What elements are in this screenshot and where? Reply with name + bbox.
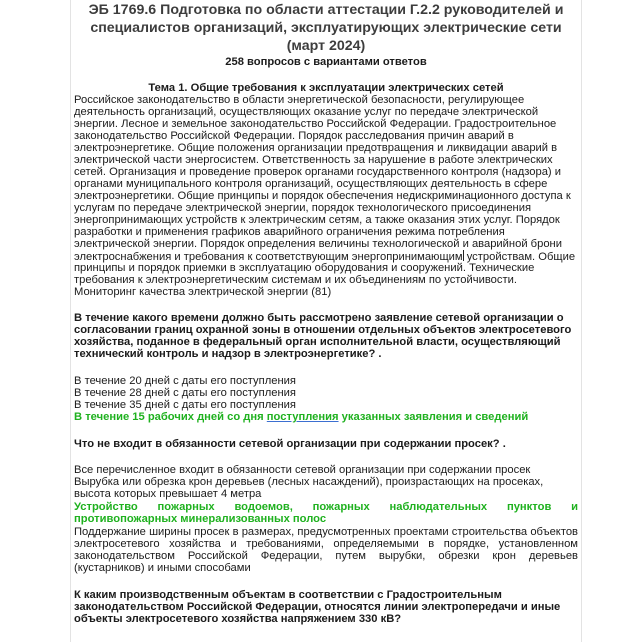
question-1-text: технический контроль и надзор в электроэнергетике? .	[74, 348, 382, 360]
answer-option: Поддержание ширины просек в размерах, предусмотренных проектами строительства объектов	[74, 526, 578, 538]
topic-text-line: электрической энергии. Порядок определения величины технологической и аварийной брони	[74, 238, 562, 250]
topic-heading: Тема 1. Общие требования к эксплуатации электрических сетей	[148, 82, 504, 94]
topic-text-line: энергопринимающих устройств к электрическим сетям, а также оказания этих услуг. Порядок	[74, 214, 560, 226]
page-right-edge	[581, 0, 582, 642]
question-3-text: объекты электросетевого хозяйства напряжением 330 кВ?	[74, 613, 402, 625]
correct-answer	[74, 411, 528, 423]
topic-text-fragment: электроснабжения и требования к соответствующим энергопринимающим	[74, 251, 463, 263]
document-page	[70, 0, 582, 642]
answer-option: Все перечисленное входит в обязанности сетевой организации при содержании просек	[74, 464, 531, 476]
doc-title-line-1: ЭБ 1769.6 Подготовка по области аттестации Г.2.2 руководителей и	[88, 2, 564, 18]
question-1-text: В течение какого времени должно быть рассмотрено заявление сетевой организации о	[74, 312, 564, 324]
question-3-text: К каким производственным объектам в соответствии с Градостроительным	[74, 589, 502, 601]
topic-text-line: Российское законодательство в области энергетической безопасности, регулирующее	[74, 94, 525, 106]
doc-subtitle: 258 вопросов с вариантами ответов	[225, 56, 427, 68]
topic-text-line: принципы и порядок приемки в эксплуатацию оборудования и сооружений. Технические	[74, 262, 535, 274]
topic-text-line: сетей. Организация и проведение проверок органами государственного контроля (надзора) и	[74, 166, 561, 178]
topic-text-fragment: устройствам. Общие	[463, 251, 576, 263]
doc-title-line-3: (март 2024)	[286, 38, 366, 54]
topic-text-line: услугам по передаче электрической энергии, порядок технологического присоединения	[74, 202, 532, 214]
answer-option: (кустарников) и иными способами	[74, 562, 251, 574]
topic-text-line: электроэнергетики. Общие принципы и порядок обеспечения недискриминационного доступа к	[74, 190, 571, 202]
topic-text-line: законодательство Российской Федерации. Порядок расследования причин аварий в	[74, 130, 514, 142]
topic-text-line: разработки и применения графиков аварийного ограничения режима потребления	[74, 226, 505, 238]
topic-text-line: энергии. Лесное и земельное законодательство Российской Федерации. Градостроительное	[74, 118, 557, 130]
answer-option: В течение 20 дней с даты его поступления	[74, 375, 296, 387]
question-3-text: законодательством Российской Федерации, относятся линии электропередачи и иные	[74, 601, 561, 613]
topic-text-line: требования к электроэнергетическим системам и их объединениям по устойчивости.	[74, 274, 517, 286]
topic-text-line: электроэнергетике. Общие положения организации предотвращения и ликвидации аварий в	[74, 142, 558, 154]
answer-option: В течение 28 дней с даты его поступления	[74, 387, 296, 399]
correct-answer-fragment: указанных заявления и сведений	[338, 411, 529, 423]
answer-option: законодательством Российской Федерации, путем вырубки, обрезки крон деревьев	[74, 550, 578, 562]
doc-title-line-2: специалистов организаций, эксплуатирующих электрические сети	[90, 20, 562, 36]
topic-text-line: деятельность организаций, осуществляющих оказание услуг по передаче электрической	[74, 106, 539, 118]
answer-option: Вырубка или обрезка крон деревьев (лесных насаждений), произрастающих на просеках,	[74, 476, 544, 488]
question-2-text: Что не входит в обязанности сетевой организации при содержании просек? .	[74, 438, 506, 450]
underlined-word: поступления	[266, 411, 339, 423]
correct-answer: Устройство пожарных водоемов, пожарных наблюдательных пунктов и	[74, 501, 578, 513]
answer-option: электросетевого хозяйства и требованиями, определяемыми в порядке, установленном	[74, 538, 578, 550]
answer-option: высота которых превышает 4 метра	[74, 488, 262, 500]
topic-text-line: органами муниципального контроля организаций, осуществляющих деятельность в сфере	[74, 178, 548, 190]
page-left-edge	[70, 0, 71, 642]
correct-answer: противопожарных минерализованных полос	[74, 513, 327, 525]
answer-option: В течение 35 дней с даты его поступления	[74, 399, 296, 411]
question-1-text: хозяйства, поданное в федеральный орган исполнительной власти, осуществляющий	[74, 336, 561, 348]
topic-text-line: Мониторинг качества электрической энергии (81)	[74, 286, 332, 298]
correct-answer-fragment: В течение 15 рабочих дней со дня	[74, 411, 267, 423]
question-1-text: согласовании границ охранной зоны в отношении отдельных объектов электросетевого	[74, 324, 572, 336]
topic-text-line: электрической части энергосистем. Ответственность за нарушение в работе электрических	[74, 154, 553, 166]
